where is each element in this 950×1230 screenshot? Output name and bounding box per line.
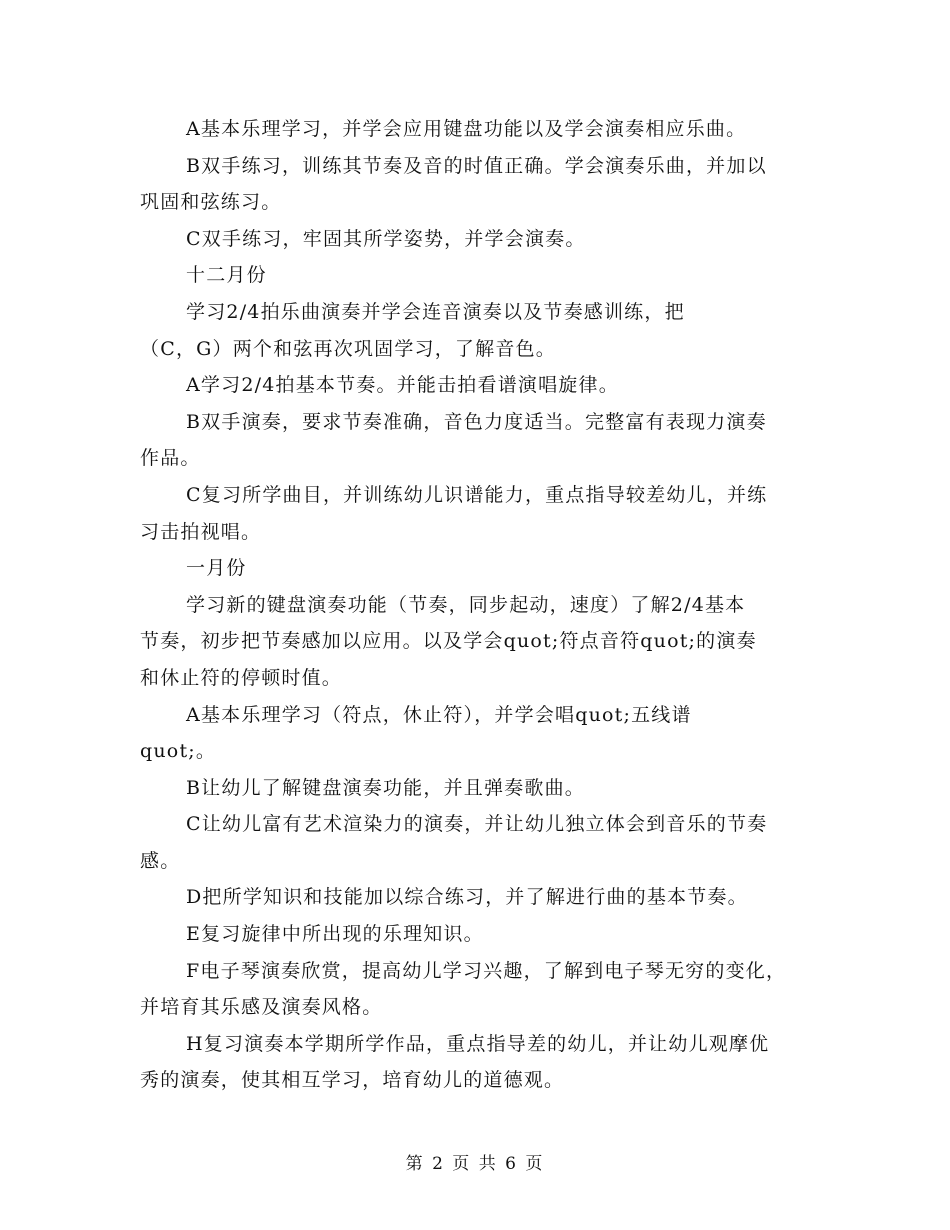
paragraph-line: 和休止符的停顿时值。 <box>140 666 343 689</box>
paragraph-line: D把所学知识和技能加以综合练习，并了解进行曲的基本节奏。 <box>186 886 748 909</box>
page-footer <box>0 1152 950 1176</box>
paragraph-line: 学习2/4拍乐曲演奏并学会连音演奏以及节奏感训练，把 <box>186 300 685 323</box>
paragraph-line: C双手练习，牢固其所学姿势，并学会演奏。 <box>186 227 586 250</box>
paragraph-line: E复习旋律中所出现的乐理知识。 <box>186 923 484 946</box>
paragraph-line: A基本乐理学习，并学会应用键盘功能以及学会演奏相应乐曲。 <box>186 118 747 140</box>
paragraph-line: 习击拍视唱。 <box>140 520 262 543</box>
paragraph-line: 感。 <box>140 849 181 872</box>
paragraph-line: 学习新的键盘演奏功能（节奏，同步起动，速度）了解2/4基本 <box>186 593 746 616</box>
paragraph-line: B双手演奏，要求节奏准确，音色力度适当。完整富有表现力演奏 <box>186 410 767 433</box>
paragraph-line: 并培育其乐感及演奏风格。 <box>140 996 383 1019</box>
paragraph-line: F电子琴演奏欣赏，提高幼儿学习兴趣，了解到电子琴无穷的变化， <box>186 959 787 982</box>
paragraph-line: 巩固和弦练习。 <box>140 191 282 214</box>
paragraph-line: quot;。 <box>140 740 217 763</box>
paragraph-line: H复习演奏本学期所学作品，重点指导差的幼儿，并让幼儿观摩优 <box>186 1032 770 1055</box>
paragraph-line: A学习2/4拍基本节奏。并能击拍看谱演唱旋律。 <box>186 374 619 397</box>
section-heading: 十二月份 <box>186 264 267 287</box>
paragraph-line: C让幼儿富有艺术渲染力的演奏，并让幼儿独立体会到音乐的节奏 <box>186 813 768 836</box>
paragraph-line: 秀的演奏，使其相互学习，培育幼儿的道德观。 <box>140 1069 565 1092</box>
document-body <box>140 111 820 1099</box>
paragraph-line: B双手练习，训练其节奏及音的时值正确。学会演奏乐曲，并加以 <box>186 154 767 177</box>
paragraph-line: B让幼儿了解键盘演奏功能，并且弹奏歌曲。 <box>186 776 585 799</box>
section-heading: 一月份 <box>186 557 247 580</box>
paragraph-line: A基本乐理学习（符点，休止符），并学会唱quot;五线谱 <box>186 703 692 726</box>
paragraph-line: （C，G）两个和弦再次巩固学习，了解音色。 <box>140 337 556 360</box>
paragraph-line: C复习所学曲目，并训练幼儿识谱能力，重点指导较差幼儿，并练 <box>186 483 768 506</box>
paragraph-line: 节奏，初步把节奏感加以应用。以及学会quot;符点音符quot;的演奏 <box>140 630 757 653</box>
page-number-label: 第 2 页 共 6 页 <box>405 1154 545 1174</box>
paragraph-line: 作品。 <box>140 447 201 470</box>
